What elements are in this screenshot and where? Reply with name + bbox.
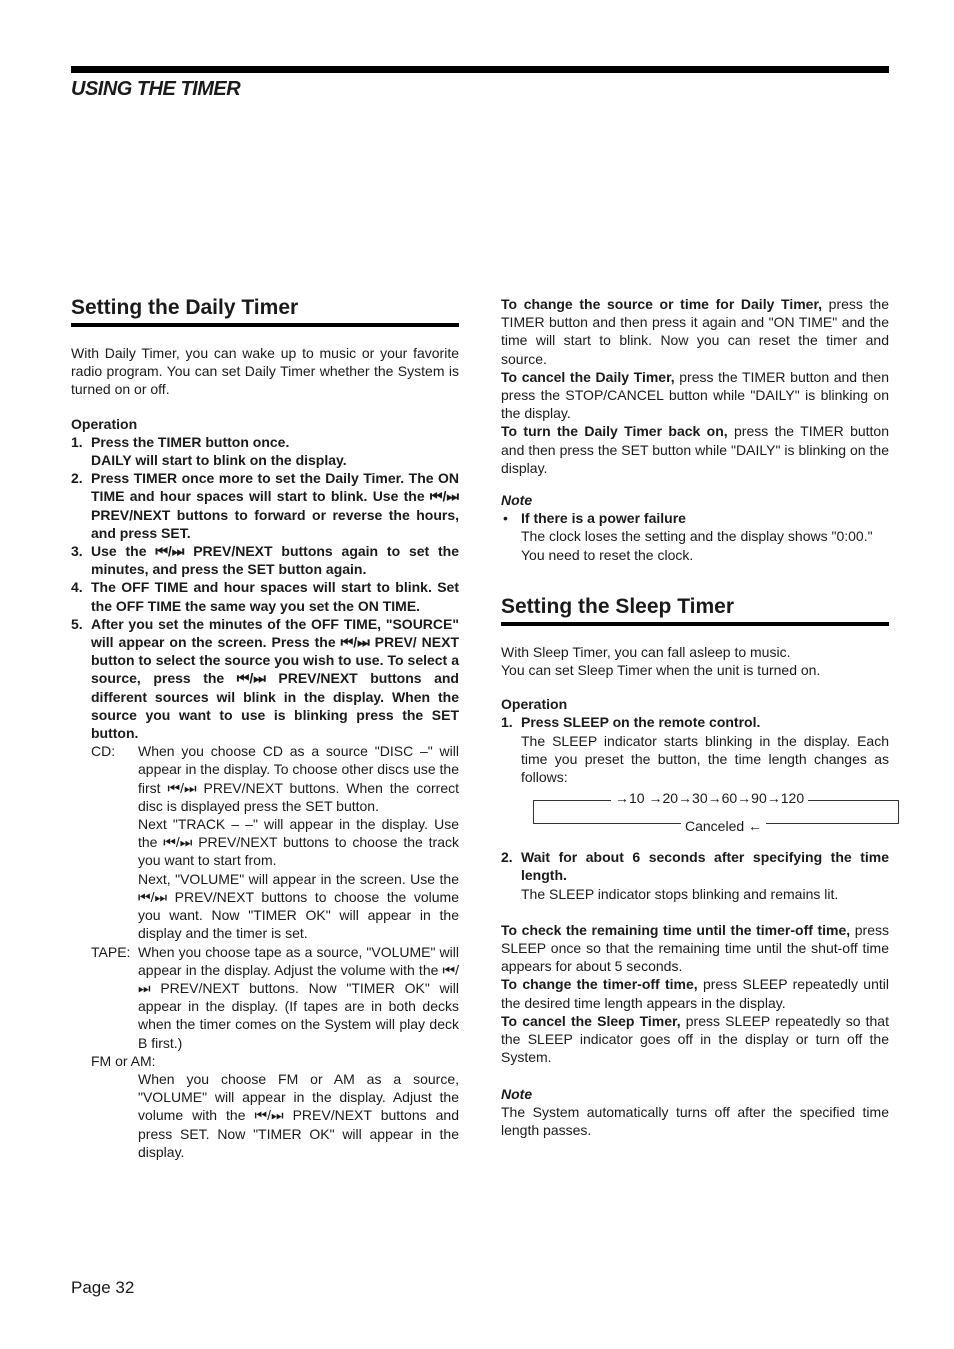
- cycle-sequence: →10 →20→30→60→90→120: [611, 789, 808, 807]
- source-label-cd: CD:: [91, 743, 116, 760]
- daily-steps: [71, 433, 459, 1161]
- sleep-note-text: The System automatically turns off after the specified time length passes.: [501, 1103, 889, 1138]
- daily-step-4: [71, 578, 459, 614]
- step-title: Press SLEEP on the remote control.: [521, 714, 761, 731]
- sleep-steps: [501, 713, 889, 902]
- step-number: 5.: [71, 615, 83, 632]
- source-cd: [91, 742, 459, 942]
- sleep-check-lead: To check the remaining time until the timer-off time,: [501, 921, 851, 938]
- step-number: 2.: [71, 470, 83, 487]
- section-title: USING THE TIMER: [71, 78, 241, 100]
- daily-step-2: [71, 469, 459, 542]
- sleep-timer-heading: Setting the Sleep Timer: [501, 594, 889, 626]
- daily-cancel-text: press the TIMER button and then press the STOP/CANCEL button while "DAILY" is blinking on the display.: [501, 368, 889, 422]
- step-title: Wait for about 6 seconds after specifying the time length.: [521, 849, 889, 884]
- step-number: 3.: [71, 543, 83, 560]
- sleep-intro-1: With Sleep Timer, you can fall asleep to music.: [501, 643, 791, 660]
- cd-paragraph-3: Next, "VOLUME" will appear in the screen. Use the ⏮/⏭ PREV/NEXT buttons to choose the volume you want. Now "TIMER OK" will appear in the display and the timer is set.: [138, 870, 459, 942]
- source-text-fm-am: When you choose FM or AM as a source, "VOLUME" will appear in the display. Adjust the volume with the ⏮/⏭ PREV/NEXT buttons and press SET. Now "TIMER OK" will appear in the display.: [138, 1070, 459, 1160]
- step-subtext: DAILY will start to blink on the display.: [91, 452, 347, 469]
- sleep-change-text: press SLEEP repeatedly until the desired time length appears in the display.: [501, 976, 889, 1011]
- daily-step-5: [71, 615, 459, 1161]
- sleep-check-paragraph: [501, 921, 889, 976]
- daily-note-text: The clock loses the setting and the display shows "0:00." You need to reset the clock.: [521, 528, 873, 563]
- sleep-cancel-lead: To cancel the Sleep Timer,: [501, 1012, 681, 1029]
- daily-step-1: [71, 433, 459, 469]
- step-number: 4.: [71, 579, 83, 596]
- daily-timer-section: [71, 295, 459, 1161]
- daily-back-paragraph: [501, 422, 889, 477]
- daily-cancel-paragraph: [501, 368, 889, 423]
- source-label-tape: TAPE:: [91, 943, 131, 960]
- source-text-tape: When you choose tape as a source, "VOLUME" will appear in the display. Adjust the volume with the ⏮/⏭ PREV/NEXT buttons. Now "TIMER OK" will appear in the display. (If tapes are in both decks when the timer comes on the System will play deck B first.): [138, 943, 459, 1051]
- sleep-intro-2: You can set Sleep Timer when the unit is turned on.: [501, 662, 821, 679]
- step-text: After you set the minutes of the OFF TIME, "SOURCE" will appear on the screen. Press the ⏮/⏭ PREV/ NEXT button to select the source you wish to use. To select a source, press the ⏮/⏭ PREV/NEXT buttons and different sources wil blink in the display. When the source you want to use is blinking press the SET button.: [91, 615, 459, 742]
- daily-cancel-lead: To cancel the Daily Timer,: [501, 368, 675, 385]
- bullet-icon: •: [503, 510, 508, 527]
- sleep-change-lead: To change the timer-off time,: [501, 976, 698, 993]
- source-label-fm-am: FM or AM:: [91, 1052, 156, 1069]
- daily-step-3: [71, 542, 459, 578]
- daily-change-paragraph: [501, 295, 889, 368]
- step-text: Press the TIMER button once.: [91, 433, 290, 450]
- cd-paragraph-2: Next "TRACK – –" will appear in the display. Use the ⏮/⏭ PREV/NEXT buttons to choose the track you want to start from.: [138, 816, 459, 869]
- right-column: [501, 295, 889, 1139]
- sleep-note-title: Note: [501, 1085, 533, 1102]
- daily-note-item: [501, 509, 889, 564]
- daily-operation-title: Operation: [71, 415, 138, 432]
- page-number: Page 32: [71, 1278, 135, 1297]
- step-text: The SLEEP indicator stops blinking and remains lit.: [521, 885, 839, 902]
- cycle-canceled: Canceled ←: [681, 817, 766, 835]
- daily-note-heading: If there is a power failure: [521, 510, 686, 527]
- step-number: 1.: [71, 433, 83, 450]
- daily-change-text: press the TIMER button and then press it again and "ON TIME" and the time will start to blink. Now you can reset the timer and source.: [501, 296, 889, 367]
- step-number: 2.: [501, 849, 513, 866]
- header-rule: [71, 66, 889, 73]
- daily-back-text: press the TIMER button and then press the SET button while "DAILY" is blinking on the display.: [501, 423, 889, 476]
- step-number: 1.: [501, 714, 513, 731]
- daily-change-lead: To change the source or time for Daily Timer,: [501, 296, 823, 312]
- step-text: The OFF TIME and hour spaces will start to blink. Set the OFF TIME the same way you set the ON TIME.: [91, 579, 459, 614]
- daily-intro: With Daily Timer, you can wake up to music or your favorite radio program. You can set Daily Timer whether the System is turned on or off.: [71, 345, 459, 398]
- sleep-change-paragraph: [501, 975, 889, 1011]
- step-text: The SLEEP indicator starts blinking in the display. Each time you preset the button, the time length changes as follows:: [521, 732, 889, 786]
- sleep-operation-title: Operation: [501, 696, 568, 713]
- step-text: Press TIMER once more to set the Daily Timer. The ON TIME and hour spaces will start to blink. Use the ⏮/⏭ PREV/NEXT buttons to forward or reverse the hours, and press SET.: [91, 470, 459, 541]
- sleep-check-text: press SLEEP once so that the remaining time until the shut-off time appears for about 5 seconds.: [501, 921, 889, 975]
- sleep-step-1: [501, 713, 889, 836]
- daily-note-title: Note: [501, 492, 533, 509]
- step-text: Use the ⏮/⏭ PREV/NEXT buttons again to set the minutes, and press the SET button again.: [91, 543, 459, 578]
- sleep-cancel-paragraph: [501, 1012, 889, 1067]
- sleep-cancel-text: press SLEEP repeatedly so that the SLEEP indicator goes off in the display or turn off the System.: [501, 1012, 889, 1066]
- daily-timer-heading: Setting the Daily Timer: [71, 295, 459, 327]
- source-tape: [91, 943, 459, 1052]
- source-fm-am: [91, 1052, 459, 1161]
- source-text-cd: [138, 742, 459, 942]
- cd-paragraph-1: When you choose CD as a source "DISC –" will appear in the display. To choose other discs use the first ⏮/⏭ PREV/NEXT buttons. When the correct disc is displayed press the SET button.: [138, 743, 459, 814]
- daily-back-lead: To turn the Daily Timer back on,: [501, 423, 728, 440]
- sleep-step-2: [501, 848, 889, 903]
- sleep-cycle-diagram: [521, 790, 889, 836]
